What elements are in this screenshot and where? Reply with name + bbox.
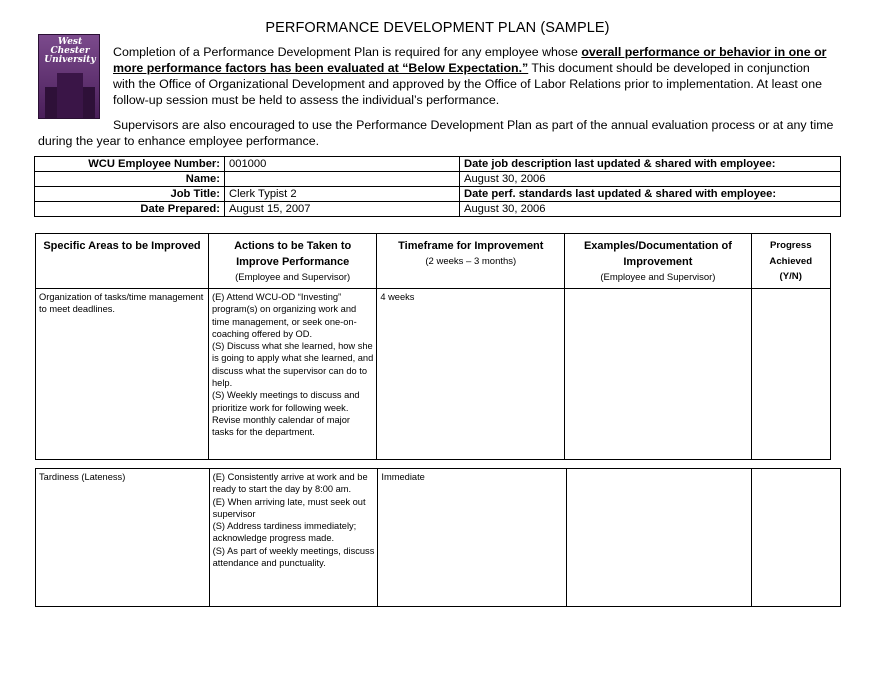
- header-timeframe: [377, 234, 565, 289]
- timeframe-cell: Immediate: [378, 469, 566, 607]
- header-areas-text: Specific Areas to be Improved: [43, 240, 201, 252]
- performance-standards-date: August 30, 2006: [460, 202, 841, 217]
- performance-standards-label: Date perf. standards last updated & shared with employee:: [460, 187, 841, 202]
- intro-underlined-text: overall performance or behavior in one or more performance factors has been evaluated at “Below Expectation.”: [113, 45, 827, 75]
- name-value: [225, 172, 460, 187]
- area-cell: Organization of tasks/time management to meet deadlines.: [36, 289, 209, 460]
- info-row: [35, 187, 841, 202]
- header-progress: [751, 234, 831, 289]
- actions-cell: (E) Consistently arrive at work and be ready to start the day by 8:00 am. (E) When arriving late, must seek out supervisor (S) Address tardiness immediately; acknowledge progress made. (S) As part of weekly meetings, discuss attendance and punctuality.: [209, 469, 378, 607]
- header-timeframe-text: Timeframe for Improvement: [398, 240, 544, 252]
- examples-cell: [565, 289, 751, 460]
- table-row: [36, 469, 841, 607]
- supervisor-paragraph: Supervisors are also encouraged to use the Performance Development Plan as part of the annual evaluation process or at any time during the year to enhance employee performance.: [38, 118, 834, 148]
- header-actions-sub: (Employee and Supervisor): [235, 272, 351, 283]
- employee-info-table: [34, 156, 841, 217]
- intro-paragraph: [113, 44, 833, 108]
- plan-table-2: [35, 468, 841, 607]
- header-examples-text: Examples/Documentation of Improvement: [583, 240, 732, 268]
- logo-tower: [57, 73, 83, 119]
- job-title-value: Clerk Typist 2: [225, 187, 460, 202]
- info-row: [35, 202, 841, 217]
- info-row: [35, 172, 841, 187]
- progress-cell: [751, 469, 840, 607]
- job-title-label: Job Title:: [35, 187, 225, 202]
- header-progress-sub: (Y/N): [779, 271, 802, 282]
- header-examples-sub: (Employee and Supervisor): [600, 272, 716, 283]
- job-description-date: August 30, 2006: [460, 172, 841, 187]
- job-description-label: Date job description last updated & shared with employee:: [460, 157, 841, 172]
- page-title: PERFORMANCE DEVELOPMENT PLAN (SAMPLE): [265, 20, 610, 36]
- header-actions-text: Actions to be Taken to Improve Performance: [234, 240, 352, 268]
- employee-number-value: 001000: [225, 157, 460, 172]
- actions-cell: (E) Attend WCU-OD “Investing” program(s) on organizing work and time management, or seek one-on-coaching offered by OD. (S) Discuss what she learned, how she is going to apply what she learned, and discuss what the supervisor can do to help. (S) Weekly meetings to discuss and prioritize work for following week. Revise monthly calendar of major tasks for the department.: [209, 289, 377, 460]
- info-row: [35, 157, 841, 172]
- header-areas: [36, 234, 209, 289]
- plan-table-1: [35, 233, 831, 460]
- employee-number-label: WCU Employee Number:: [35, 157, 225, 172]
- header-timeframe-sub: (2 weeks – 3 months): [425, 256, 517, 267]
- date-prepared-value: August 15, 2007: [225, 202, 460, 217]
- intro-text-2: This document should be developed in conjunction with the Office of Organizational Development and approved by the Office of Labor Relations prior to implementation. At least one follow-up session must be held to assess the individual’s performance.: [113, 61, 822, 107]
- header-actions: [209, 234, 377, 289]
- header-progress-text: Progress Achieved: [769, 240, 813, 267]
- area-cell: Tardiness (Lateness): [36, 469, 210, 607]
- intro-text-1: Completion of a Performance Development Plan is required for any employee whose: [113, 45, 582, 59]
- date-prepared-label: Date Prepared:: [35, 202, 225, 217]
- progress-cell: [751, 289, 831, 460]
- plan-header-row: [36, 234, 831, 289]
- logo-text: West Chester University: [44, 37, 96, 65]
- university-logo: [38, 34, 100, 119]
- header-examples: [565, 234, 751, 289]
- name-label: Name:: [35, 172, 225, 187]
- timeframe-cell: 4 weeks: [377, 289, 565, 460]
- examples-cell: [566, 469, 751, 607]
- table-row: [36, 289, 831, 460]
